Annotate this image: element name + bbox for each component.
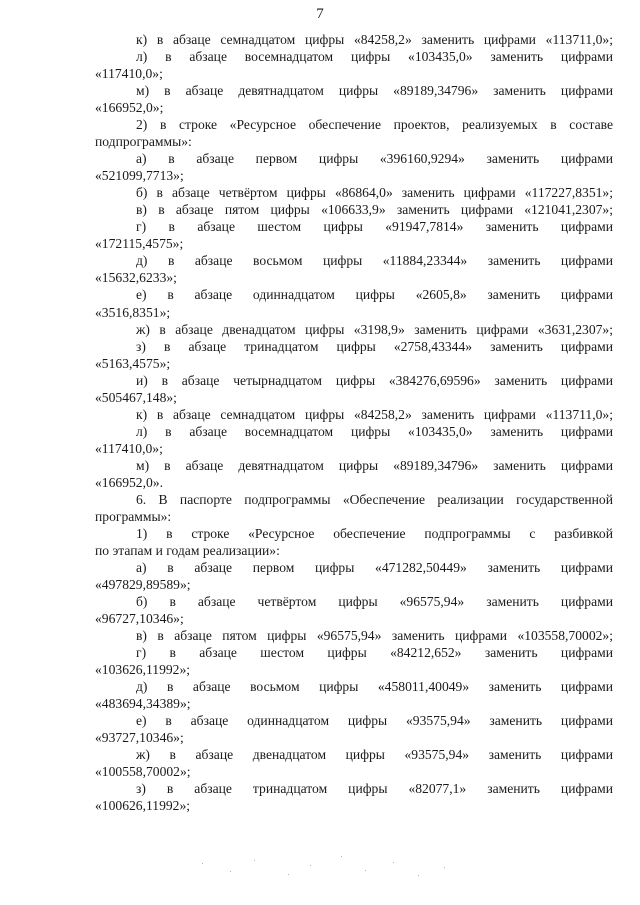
text-line: «103626,11992»; bbox=[95, 662, 191, 678]
text-line: г) в абзаце шестом цифры «84212,652» заменить цифрами bbox=[136, 645, 613, 661]
text-line: «117410,0»; bbox=[95, 440, 163, 456]
text-line: «172115,4575»; bbox=[95, 236, 184, 252]
text-line: е) в абзаце одиннадцатом цифры «93575,94» заменить цифрами bbox=[136, 713, 613, 729]
text-line: 6. В паспорте подпрограммы «Обеспечение реализации государственной bbox=[136, 491, 613, 507]
text-line: и) в абзаце четырнадцатом цифры «384276,69596» заменить цифрами bbox=[136, 372, 613, 388]
text-line: «100558,70002»; bbox=[95, 764, 191, 780]
text-line: «15632,6233»; bbox=[95, 270, 177, 286]
text-line: программы»: bbox=[95, 508, 172, 524]
text-line: «100626,11992»; bbox=[95, 798, 191, 814]
text-line: по этапам и годам реализации»: bbox=[95, 542, 280, 558]
text-line: л) в абзаце восемнадцатом цифры «103435,0» заменить цифрами bbox=[136, 423, 613, 439]
text-line: «96727,10346»; bbox=[95, 611, 184, 627]
text-line: к) в абзаце семнадцатом цифры «84258,2» заменить цифрами «113711,0»; bbox=[136, 406, 613, 422]
scan-noise bbox=[190, 853, 460, 883]
document-body bbox=[95, 31, 613, 814]
text-line: «166952,0». bbox=[95, 474, 163, 490]
text-line: а) в абзаце первом цифры «396160,9294» заменить цифрами bbox=[136, 151, 613, 167]
text-line: б) в абзаце четвёртом цифры «86864,0» заменить цифрами «117227,8351»; bbox=[136, 185, 613, 201]
text-line: ж) в абзаце двенадцатом цифры «93575,94» заменить цифрами bbox=[136, 747, 613, 763]
text-line: «3516,8351»; bbox=[95, 304, 171, 320]
text-line: л) в абзаце восемнадцатом цифры «103435,0» заменить цифрами bbox=[136, 49, 613, 65]
text-line: з) в абзаце тринадцатом цифры «82077,1» заменить цифрами bbox=[136, 781, 613, 797]
text-line: «497829,89589»; bbox=[95, 577, 191, 592]
text-line: «93727,10346»; bbox=[95, 730, 184, 746]
text-line: ж) в абзаце двенадцатом цифры «3198,9» заменить цифрами «3631,2307»; bbox=[136, 321, 613, 337]
text-line: в) в абзаце пятом цифры «96575,94» заменить цифрами «103558,70002»; bbox=[136, 628, 613, 644]
text-line: з) в абзаце тринадцатом цифры «2758,43344» заменить цифрами bbox=[136, 338, 613, 354]
text-line: «5163,4575»; bbox=[95, 355, 171, 371]
text-line: в) в абзаце пятом цифры «106633,9» заменить цифрами «121041,2307»; bbox=[136, 202, 613, 218]
text-line: 1) в строке «Ресурсное обеспечение подпрограммы с разбивкой bbox=[136, 525, 613, 541]
text-line: «505467,148»; bbox=[95, 389, 177, 405]
text-line: 2) в строке «Ресурсное обеспечение проектов, реализуемых в составе bbox=[136, 117, 613, 133]
text-line: «117410,0»; bbox=[95, 66, 163, 82]
text-line: е) в абзаце одиннадцатом цифры «2605,8» заменить цифрами bbox=[136, 287, 613, 303]
text-line: подпрограммы»: bbox=[95, 134, 192, 150]
text-line: «483694,34389»; bbox=[95, 696, 191, 712]
text-line: б) в абзаце четвёртом цифры «96575,94» заменить цифрами bbox=[136, 594, 613, 610]
text-line: д) в абзаце восьмом цифры «458011,40049» заменить цифрами bbox=[136, 679, 613, 695]
text-line: «166952,0»; bbox=[95, 100, 164, 116]
text-line: г) в абзаце шестом цифры «91947,7814» заменить цифрами bbox=[136, 219, 613, 235]
text-line: д) в абзаце восьмом цифры «11884,23344» заменить цифрами bbox=[136, 253, 613, 269]
page-number: 7 bbox=[316, 6, 324, 22]
text-line: м) в абзаце девятнадцатом цифры «89189,34796» заменить цифрами bbox=[136, 457, 613, 473]
text-line: а) в абзаце первом цифры «471282,50449» заменить цифрами bbox=[136, 559, 613, 575]
text-line: «521099,7713»; bbox=[95, 168, 184, 184]
text-line: м) в абзаце девятнадцатом цифры «89189,34796» заменить цифрами bbox=[136, 83, 613, 99]
text-line: к) в абзаце семнадцатом цифры «84258,2» заменить цифрами «113711,0»; bbox=[136, 32, 613, 47]
